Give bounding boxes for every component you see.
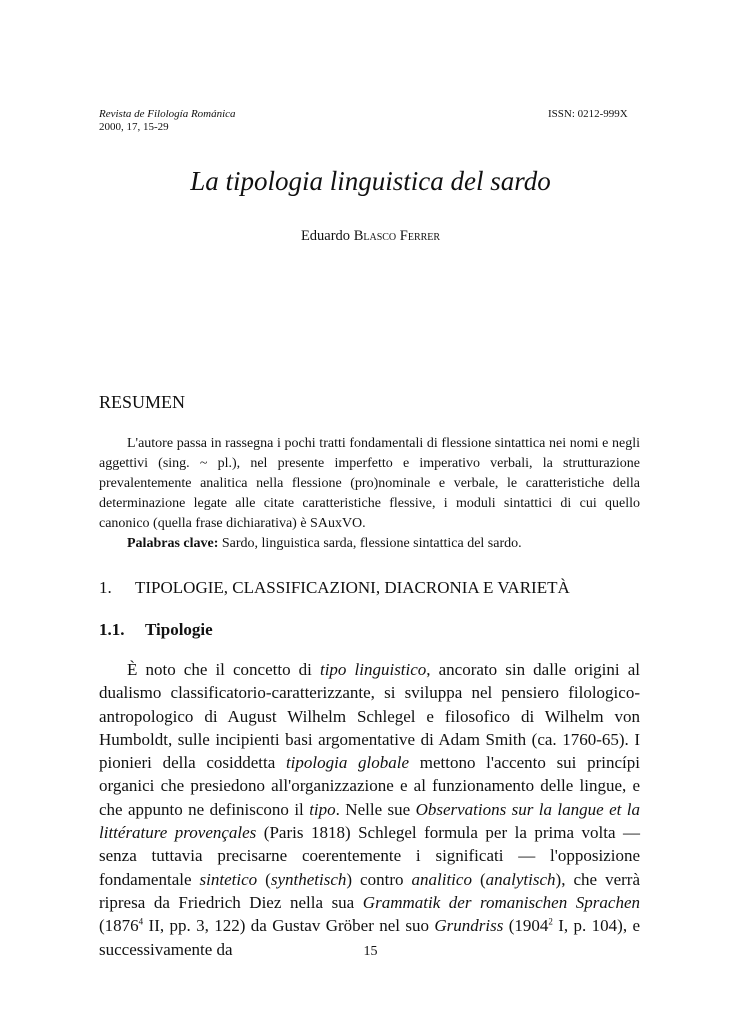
abstract-heading: RESUMEN [99,392,186,412]
journal-name: Revista de Filología Románica [99,108,236,120]
body-text [99,658,640,961]
body-paragraph: È noto che il concetto di tipo linguistico, ancorato sin dalle origini al dualismo classificatorio-caratterizzante, si sviluppa nel pensiero filologico-antropologico di August Wilhelm Schlegel e filosofico di Wilhelm von Humboldt, sulle incipienti basi argomentative di Adam Smith (ca. 1760-65). I pionieri della cosiddetta tipologia globale mettono l'accento sui princípi organici che presiedono all'organizzazione e al funzionamento delle lingue, e che appunto ne definiscono il tipo. Nelle sue Observations sur la langue et la littérature provençales (Paris 1818) Schlegel formula per la prima volta — senza tuttavia precisarne coerentemente i significati — l'opposizione fondamentale sintetico (synthetisch) contro analitico (analytisch), che verrà ripresa da Friedrich Diez nella sua Grammatik der romanischen Sprachen (1876$^4$ II, pp. 3, 122) da Gustav Gröber nel suo Grundriss (1904$^2$ I, p. 104), e successivamente da [99,660,641,959]
author [0,228,741,245]
subsection-number: 1.1. [99,620,125,639]
journal-citation [99,108,236,134]
keywords-label: Palabras clave: [127,536,219,551]
section-number: 1. [99,578,112,597]
subsection-heading [99,620,213,640]
abstract-text: L'autore passa in rassegna i pochi tratti fondamentali di flessione sintattica nei nomi e negli aggettivi (sing. ~ pl.), nel presente imperfetto e imperativo verbali, la strutturazione prevalentemente analitica nella flessione (pro)nominale e verbale, le caratteristiche della determinazione legate alle citate caratteristiche flessive, i moduli sintattici di cui quello canonico (quella frase dichiarativa) è SAuxVO. [99,436,640,531]
journal-issue: 2000, 17, 15-29 [99,121,169,133]
section-heading [99,578,570,598]
keywords-text: Sardo, linguistica sarda, flessione sintattica del sardo. [221,536,522,551]
author-first-name: Eduardo [300,228,351,244]
page-number: 15 [363,944,378,959]
subsection-title: Tipologie [145,620,213,639]
issn: ISSN: 0212-999X [548,108,628,120]
abstract [99,434,640,554]
author-last-name: Blasco Ferrer [353,228,441,244]
section-title: TIPOLOGIE, CLASSIFICAZIONI, DIACRONIA E VARIETÀ [135,578,570,597]
keywords [99,534,640,554]
article-title: La tipologia linguistica del sardo [190,166,551,196]
